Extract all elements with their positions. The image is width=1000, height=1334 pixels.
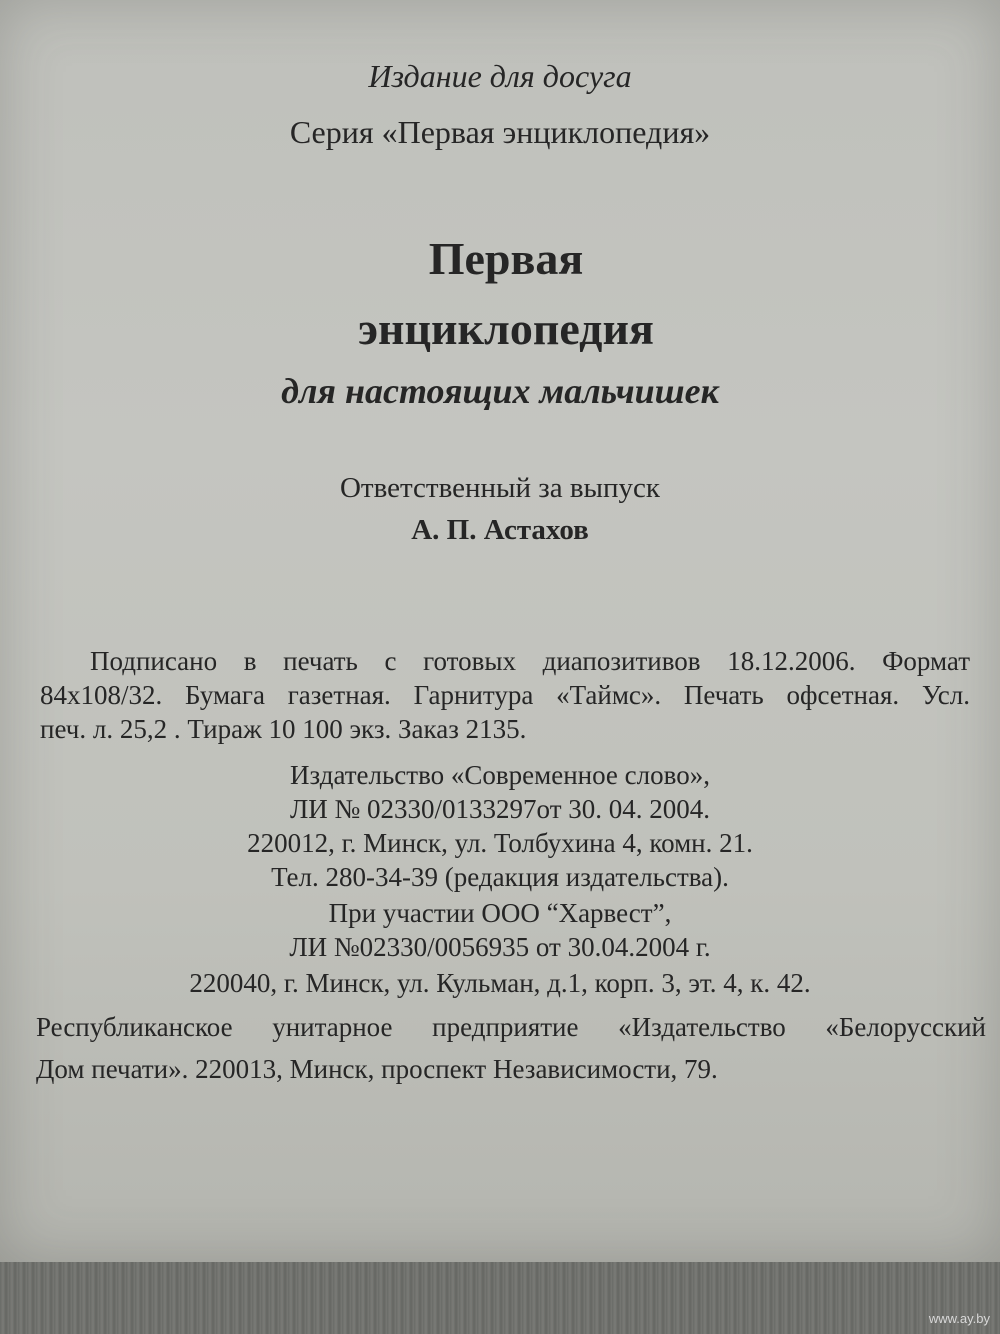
book-title-line-1: Первая xyxy=(428,233,584,284)
book-title-line-2: энциклопедия xyxy=(358,303,654,354)
printer-line-2: Дом печати». 220013, Минск, проспект Независимости, 79. xyxy=(36,1054,718,1084)
imprint-block xyxy=(40,644,970,746)
publisher-line: ЛИ №02330/0056935 от 30.04.2004 г. xyxy=(289,932,711,962)
responsible-label: Ответственный за выпуск xyxy=(339,472,660,504)
book-subtitle: для настоящих мальчишек xyxy=(281,371,719,411)
series-label: Серия «Первая энциклопедия» xyxy=(289,114,711,150)
publisher-line: При участии ООО “Харвест”, xyxy=(328,898,672,928)
publisher-line: Тел. 280-34-39 (редакция издательства). xyxy=(271,862,729,892)
publisher-line: ЛИ № 02330/0133297от 30. 04. 2004. xyxy=(289,794,711,824)
desk-surface xyxy=(0,1262,1000,1334)
imprint-line: печ. л. 25,2 . Тираж 10 100 экз. Заказ 2135. xyxy=(40,714,527,744)
responsible-name: А. П. Астахов xyxy=(411,514,589,546)
publisher-line: 220040, г. Минск, ул. Кульман, д.1, корп. 3, эт. 4, к. 42. xyxy=(189,968,811,998)
watermark-text: www.ay.by xyxy=(928,1311,990,1326)
imprint-line: 84х108/32. Бумага газетная. Гарнитура «Таймс». Печать офсетная. Усл. xyxy=(40,680,970,710)
publisher-line: 220012, г. Минск, ул. Толбухина 4, комн. 21. xyxy=(247,828,753,858)
edition-label: Издание для досуга xyxy=(368,58,632,94)
imprint-line: Подписано в печать с готовых диапозитивов 18.12.2006. Формат xyxy=(90,646,970,676)
publisher-line: Издательство «Современное слово», xyxy=(290,760,710,790)
printer-line-1: Республиканское унитарное предприятие «Издательство «Белорусский xyxy=(36,1012,986,1042)
